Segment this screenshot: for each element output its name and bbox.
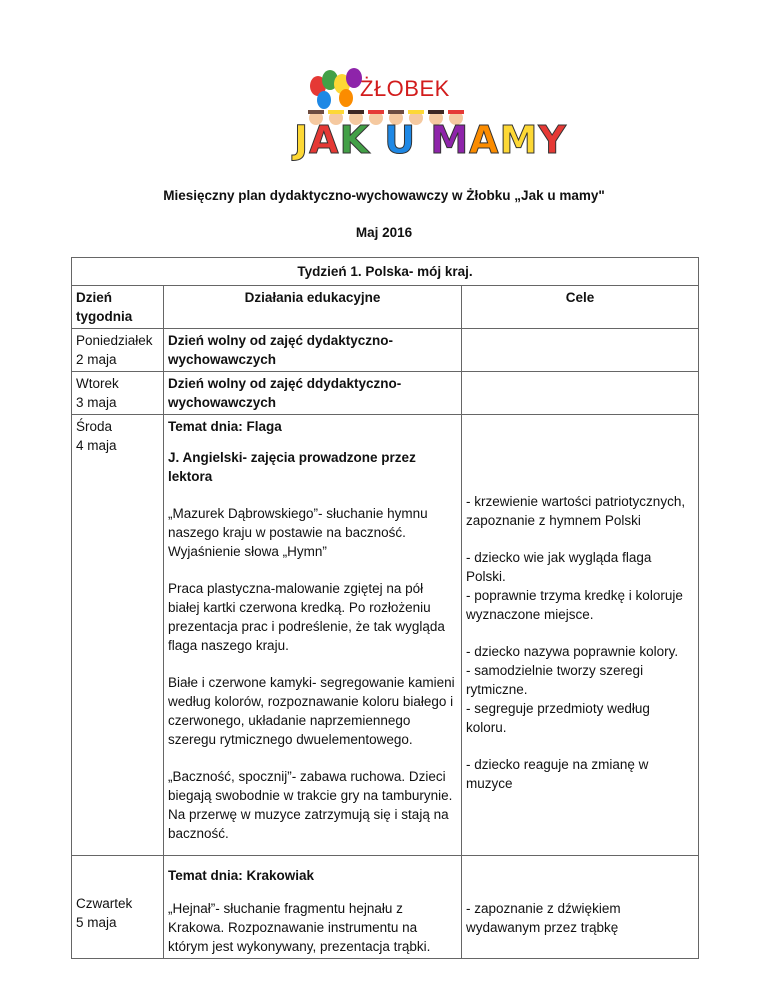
goal-cell [462, 856, 699, 959]
column-header-row [72, 286, 699, 329]
logo-letter: K [339, 118, 371, 162]
day-theme: Temat dnia: Krakowiak [168, 868, 315, 883]
logo-letter: J [294, 118, 310, 162]
table-row-monday [72, 329, 699, 372]
day-date: 2 maja [76, 352, 117, 367]
activity-text: „Hejnał”- słuchanie fragmentu hejnału z Krakowa. Rozpoznawanie instrumentu na którym jest wykonywany, prezentacja trąbki. [168, 901, 431, 954]
column-header-activities: Działania edukacyjne [164, 286, 462, 329]
goal-text: - dziecko nazywa poprawnie kolory. - samodzielnie tworzy szeregi rytmiczne. - segreguje przedmioty według koloru. [466, 644, 679, 735]
goal-text: - zapoznanie z dźwiękiem wydawanym przez trąbkę [466, 901, 621, 935]
document-heading: Miesięczny plan dydaktyczno-wychowawczy w Żłobku „Jak u mamy" [163, 188, 605, 203]
day-date: 5 maja [76, 915, 117, 930]
activity-text: Białe i czerwone kamyki- segregowanie kamieni według kolorów, rozpoznawanie koloru białego i czerwonego, układanie naprzemiennego szeregu rytmicznego dwuelementowego. [168, 675, 455, 747]
goal-cell [462, 372, 699, 415]
day-cell [72, 856, 164, 959]
activity-text: „Mazurek Dąbrowskiego”- słuchanie hymnu naszego kraju w postawie na baczność. Wyjaśnienie słowa „Hymn” [168, 506, 428, 559]
english-lesson: J. Angielski- zajęcia prowadzone przez lektora [168, 450, 416, 484]
activity-text: „Baczność, spocznij”- zabawa ruchowa. Dzieci biegają swobodnie w trakcie gry na tamburynie. Na przerwę w muzyce zatrzymują się i stają na baczność. [168, 769, 453, 841]
column-header-goals: Cele [462, 286, 699, 329]
activity-cell [164, 856, 462, 959]
logo-letter: A [309, 118, 340, 162]
logo-letter: M [430, 118, 470, 162]
day-date: 3 maja [76, 395, 117, 410]
day-theme: Temat dnia: Flaga [168, 419, 282, 434]
table-row-tuesday [72, 372, 699, 415]
activity-text: Praca plastyczna-malowanie zgiętej na pół białej kartki czerwona kredką. Po rozłożeniu prezentacja prac i podreślenie, że tak wygląda flaga naszego kraju. [168, 581, 445, 653]
table-row-wednesday [72, 415, 699, 856]
goal-cell [462, 415, 699, 856]
goal-cell [462, 329, 699, 372]
goal-text: - dziecko wie jak wygląda flaga Polski. - poprawnie trzyma kredkę i koloruje wyznaczone miejsce. [466, 550, 683, 622]
logo-letter: A [469, 118, 500, 162]
day-cell [72, 372, 164, 415]
day-name: Poniedziałek [76, 333, 153, 348]
activity-cell: Dzień wolny od zajęć ddydaktyczno-wychowawczych [164, 372, 462, 415]
week-header-row [72, 258, 699, 286]
table-row-thursday [72, 856, 699, 959]
day-name: Środa [76, 419, 113, 434]
month-label: Maj 2016 [355, 225, 413, 240]
logo-letter: U [384, 118, 417, 162]
logo-top-text: ŻŁOBEK [360, 76, 450, 101]
activity-cell [164, 415, 462, 856]
day-cell [72, 329, 164, 372]
goal-text: - dziecko reaguje na zmianę w muzyce [466, 757, 649, 791]
logo-main-text [294, 118, 567, 162]
day-date: 4 maja [76, 438, 117, 453]
column-header-day: Dzień tygodnia [72, 286, 164, 329]
balloons-icon [310, 68, 362, 109]
day-name: Wtorek [76, 376, 119, 391]
week-title: Tydzień 1. Polska- mój kraj. [72, 258, 699, 286]
activity-cell: Dzień wolny od zajęć dydaktyczno-wychowawczych [164, 329, 462, 372]
logo-letter: M [499, 118, 539, 162]
goal-text: - krzewienie wartości patriotycznych, zapoznanie z hymnem Polski [466, 494, 686, 528]
logo-letter: Y [538, 118, 567, 162]
day-cell [72, 415, 164, 856]
day-name: Czwartek [76, 896, 133, 911]
plan-table [71, 257, 699, 959]
